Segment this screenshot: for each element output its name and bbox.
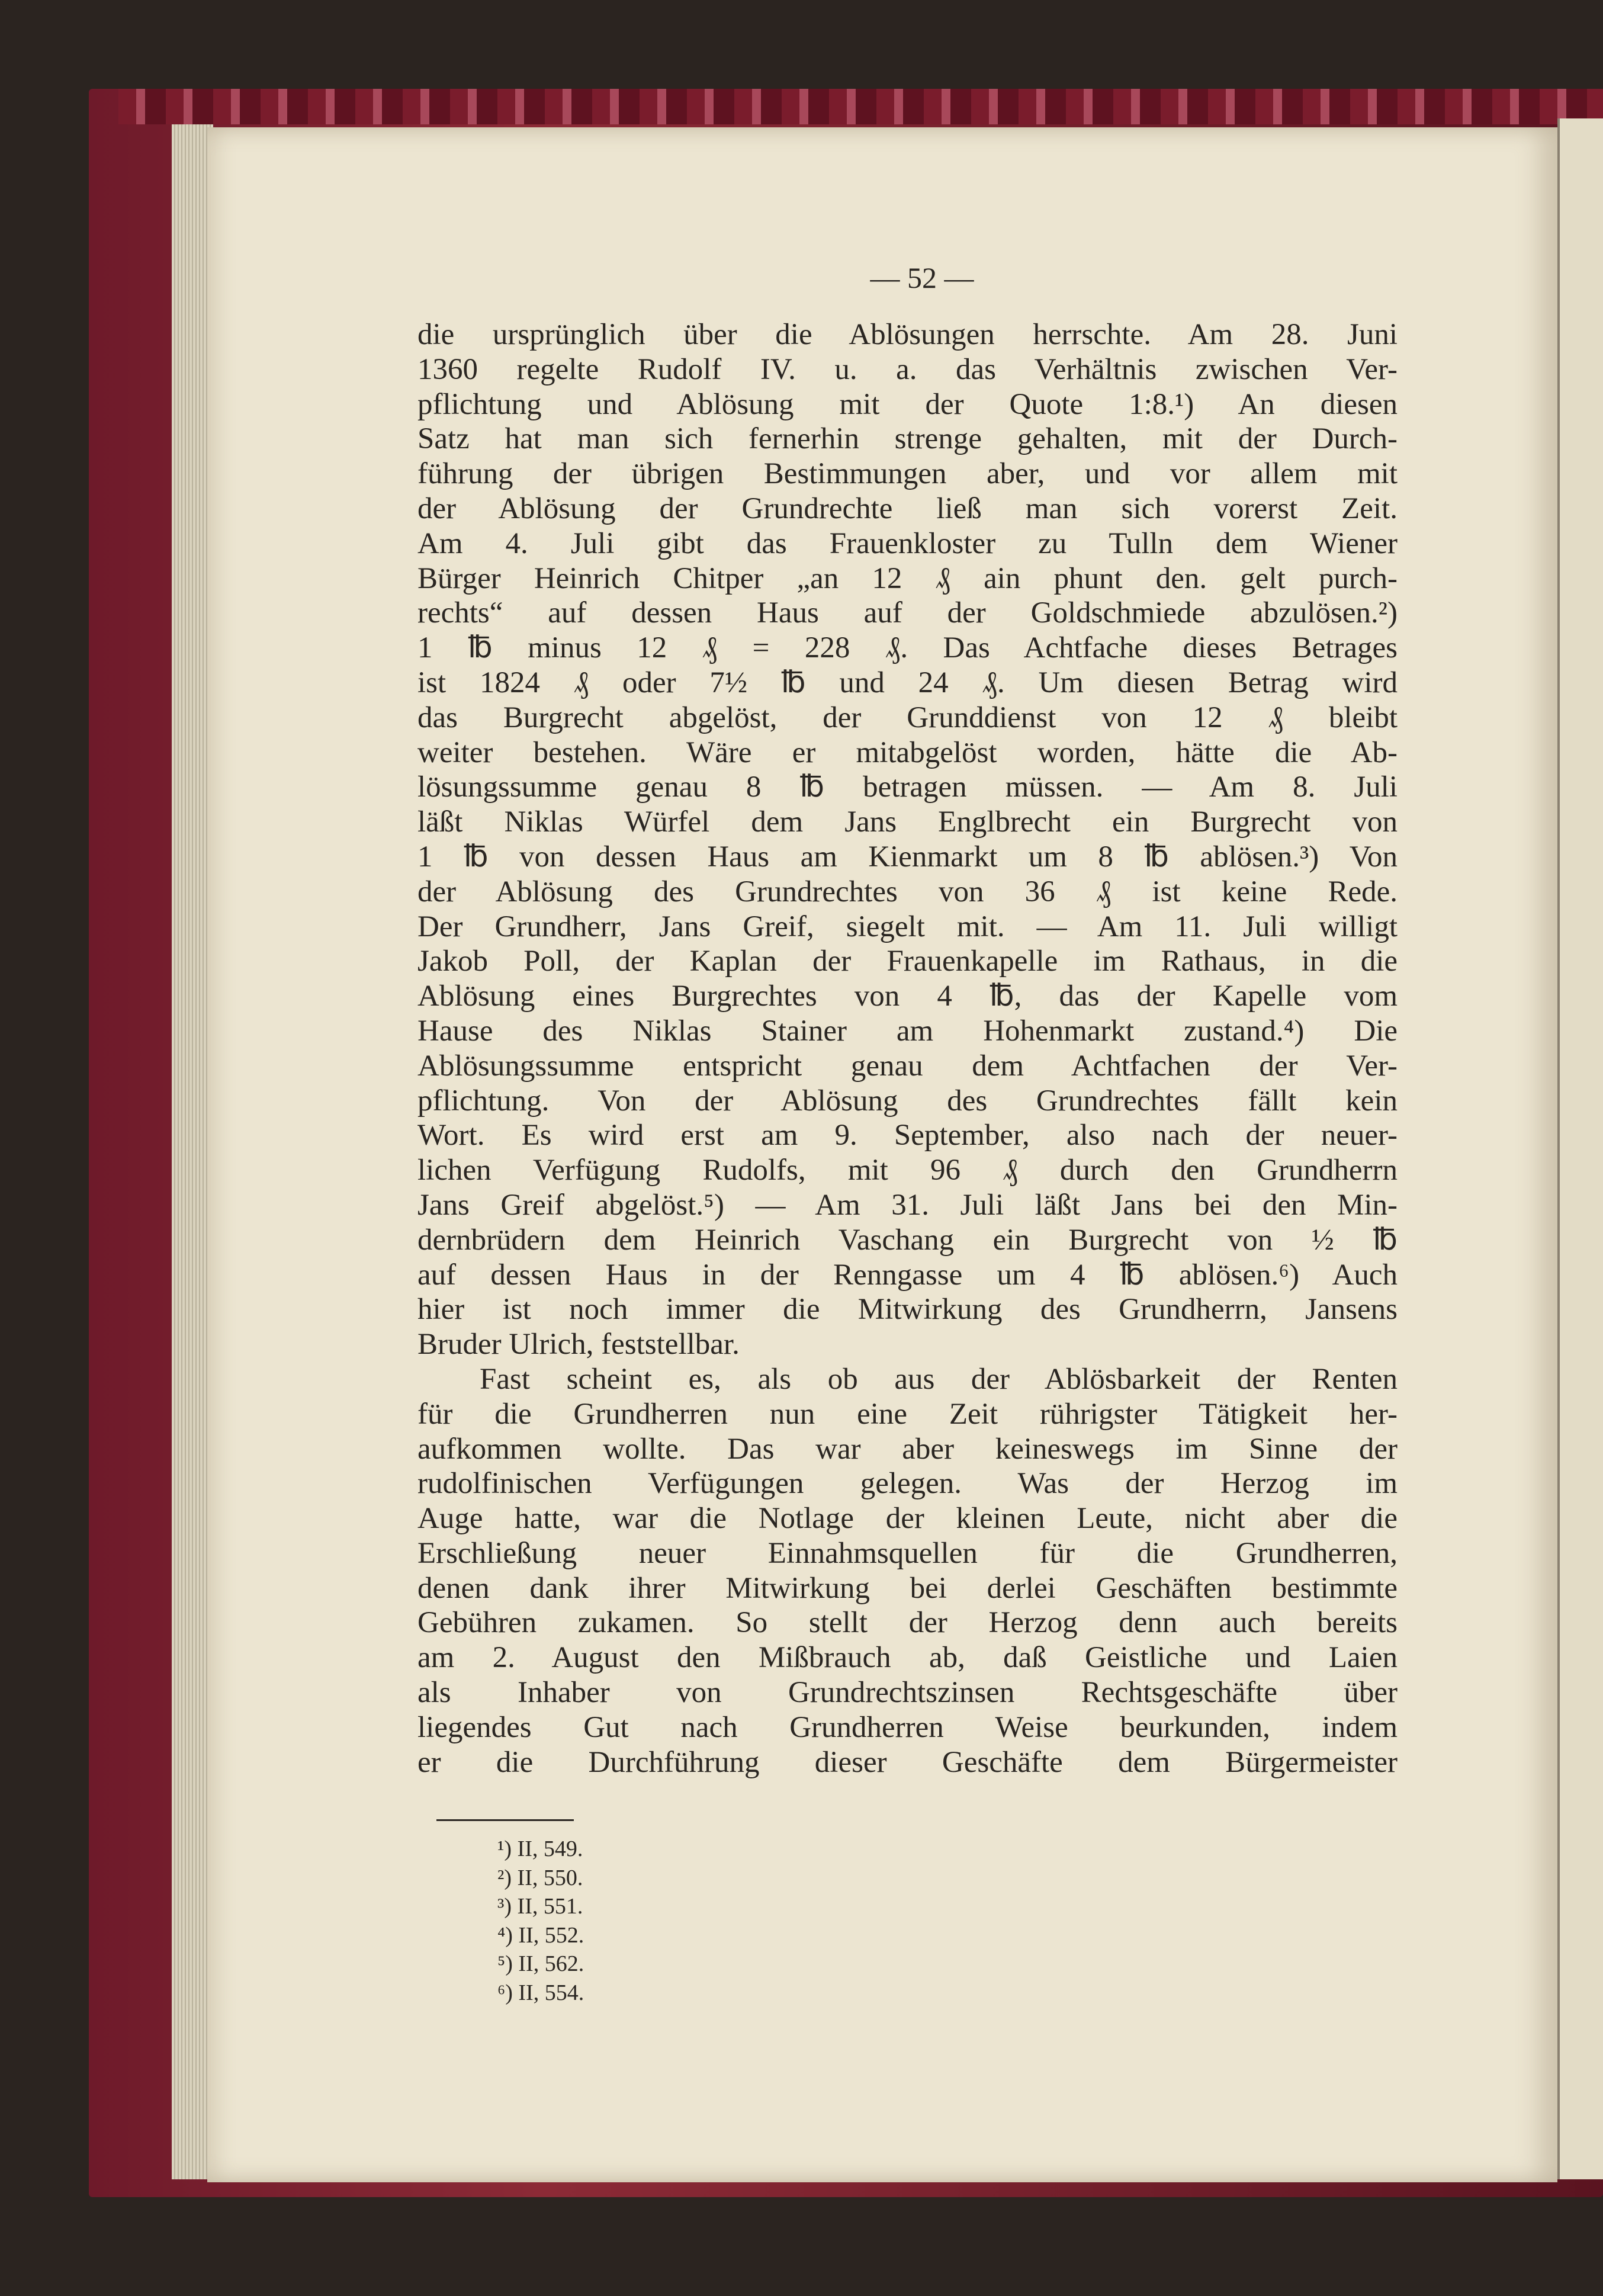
- text-line: rechts“ auf dessen Haus auf der Goldschmiede abzulösen.²): [417, 596, 1398, 630]
- text-line: 1 ℔ von dessen Haus am Kienmarkt um 8 ℔ ablösen.³) Von: [417, 840, 1398, 874]
- text-line: am 2. August den Mißbrauch ab, daß Geistliche und Laien: [417, 1641, 1398, 1675]
- text-line: Ablösung eines Burgrechtes von 4 ℔, das der Kapelle vom: [417, 980, 1398, 1013]
- text-line: 1360 regelte Rudolf IV. u. a. das Verhältnis zwischen Ver-: [417, 352, 1398, 386]
- text-line: Bruder Ulrich, feststellbar.: [417, 1328, 740, 1361]
- text-line: Bürger Heinrich Chitper „an 12 ₰ ain phunt den. gelt purch-: [417, 561, 1398, 595]
- text-line: rudolfinischen Verfügungen gelegen. Was der Herzog im: [417, 1467, 1398, 1501]
- text-line: Jakob Poll, der Kaplan der Frauenkapelle im Rathaus, in die: [417, 945, 1398, 978]
- text-line: pflichtung. Von der Ablösung des Grundrechtes fällt kein: [417, 1084, 1398, 1118]
- text-line: Satz hat man sich fernerhin strenge gehalten, mit der Durch-: [417, 422, 1398, 456]
- text-line: Fast scheint es, als ob aus der Ablösbarkeit der Renten: [480, 1362, 1398, 1396]
- text-line: lösungssumme genau 8 ℔ betragen müssen. — Am 8. Juli: [417, 770, 1398, 804]
- text-line: Ablösungssumme entspricht genau dem Achtfachen der Ver-: [417, 1049, 1398, 1083]
- text-line: auf dessen Haus in der Renngasse um 4 ℔ ablösen.⁶) Auch: [417, 1258, 1398, 1292]
- text-line: Hause des Niklas Stainer am Hohenmarkt zustand.⁴) Die: [417, 1014, 1398, 1048]
- text-line: für die Grundherren nun eine Zeit rührigster Tätigkeit her-: [417, 1397, 1398, 1431]
- text-line: er die Durchführung dieser Geschäfte dem Bürgermeister: [417, 1745, 1398, 1779]
- footnote: ⁶) II, 554.: [497, 1980, 584, 2005]
- footnote-rule: [436, 1819, 574, 1821]
- footnote: ²) II, 550.: [497, 1865, 583, 1890]
- body-text: [417, 317, 1398, 1780]
- text-line: weiter bestehen. Wäre er mitabgelöst worden, hätte die Ab-: [417, 736, 1398, 769]
- text-line: läßt Niklas Würfel dem Jans Englbrecht ein Burgrecht von: [417, 805, 1398, 839]
- text-line: aufkommen wollte. Das war aber keineswegs im Sinne der: [417, 1432, 1398, 1466]
- text-line: hier ist noch immer die Mitwirkung des Grundherrn, Jansens: [417, 1293, 1398, 1327]
- text-line: Jans Greif abgelöst.⁵) — Am 31. Juli läßt Jans bei den Min-: [417, 1188, 1398, 1222]
- facing-page-edge: [1557, 118, 1603, 2179]
- text-line: Am 4. Juli gibt das Frauenkloster zu Tulln dem Wiener: [417, 526, 1398, 560]
- text-line: 1 ℔ minus 12 ₰ = 228 ₰. Das Achtfache dieses Betrages: [417, 631, 1398, 665]
- text-line: liegendes Gut nach Grundherren Weise beurkunden, indem: [417, 1710, 1398, 1744]
- footnote: ⁵) II, 562.: [497, 1951, 584, 1976]
- marbled-cover-edge: [118, 89, 1603, 124]
- text-line: das Burgrecht abgelöst, der Grunddienst von 12 ₰ bleibt: [417, 701, 1398, 734]
- footnote: ³) II, 551.: [497, 1894, 583, 1919]
- text-line: führung der übrigen Bestimmungen aber, und vor allem mit: [417, 457, 1398, 491]
- text-line: der Ablösung der Grundrechte ließ man sich vorerst Zeit.: [417, 492, 1398, 525]
- page-number: — 52 —: [870, 261, 974, 294]
- footnote: ¹) II, 549.: [497, 1836, 583, 1861]
- text-line: denen dank ihrer Mitwirkung bei derlei Geschäften bestimmte: [417, 1571, 1398, 1605]
- text-line: Der Grundherr, Jans Greif, siegelt mit. — Am 11. Juli willigt: [417, 910, 1398, 943]
- text-line: ist 1824 ₰ oder 7½ ℔ und 24 ₰. Um diesen Betrag wird: [417, 666, 1398, 699]
- text-line: dernbrüdern dem Heinrich Vaschang ein Burgrecht von ½ ℔: [417, 1223, 1398, 1257]
- text-line: pflichtung und Ablösung mit der Quote 1:8.¹) An diesen: [417, 387, 1398, 421]
- footnote: ⁴) II, 552.: [497, 1922, 584, 1948]
- text-line: lichen Verfügung Rudolfs, mit 96 ₰ durch den Grundherrn: [417, 1154, 1398, 1187]
- text-line: Wort. Es wird erst am 9. September, also nach der neuer-: [417, 1119, 1398, 1152]
- text-line: als Inhaber von Grundrechtszinsen Rechtsgeschäfte über: [417, 1676, 1398, 1710]
- text-line: der Ablösung des Grundrechtes von 36 ₰ ist keine Rede.: [417, 875, 1398, 908]
- text-line: die ursprünglich über die Ablösungen herrschte. Am 28. Juni: [417, 318, 1398, 351]
- footnotes: [497, 1835, 584, 2007]
- text-line: Gebühren zukamen. So stellt der Herzog denn auch bereits: [417, 1606, 1398, 1640]
- text-line: Auge hatte, war die Notlage der kleinen Leute, nicht aber die: [417, 1502, 1398, 1536]
- text-line: Erschließung neuer Einnahmsquellen für die Grundherren,: [417, 1536, 1398, 1570]
